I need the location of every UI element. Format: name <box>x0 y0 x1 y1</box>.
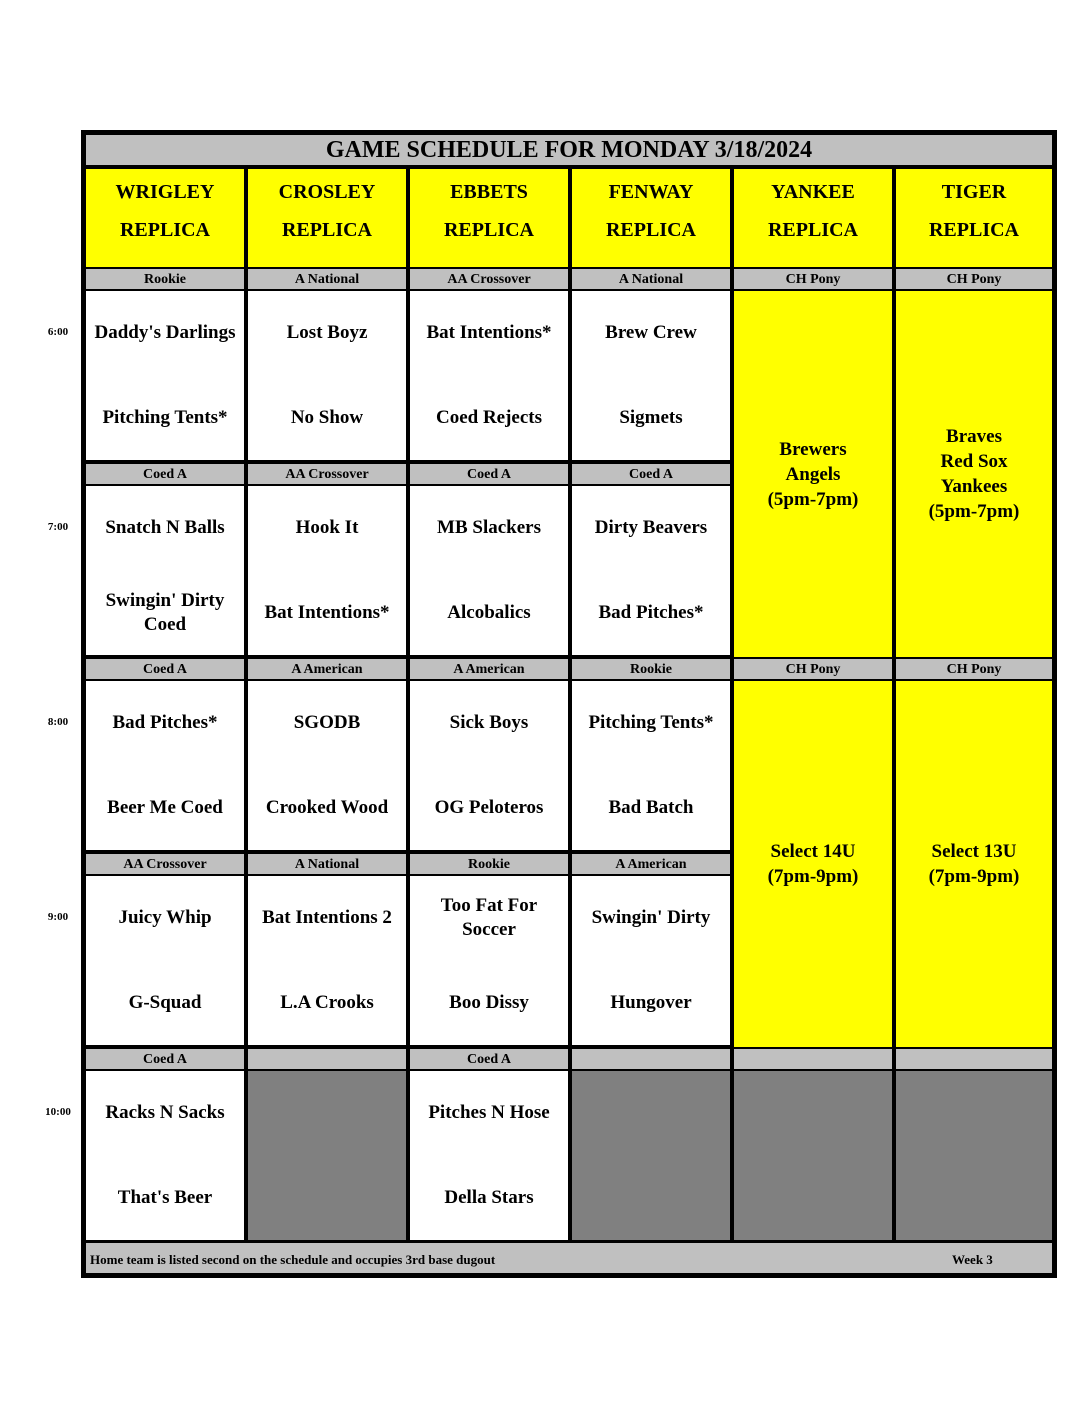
game-slot <box>84 874 246 1047</box>
block-line: Select 14U <box>770 841 856 862</box>
block-line: Brewers <box>779 438 847 460</box>
away-team: MB Slackers <box>437 517 541 538</box>
field-header-ebbets <box>408 167 570 269</box>
home-team: Bad Batch <box>608 797 694 818</box>
field-block-tiger-late <box>894 679 1054 1049</box>
home-team: Bat Intentions* <box>264 602 390 623</box>
field-name: YANKEE <box>771 181 855 203</box>
game-slot <box>246 484 408 657</box>
home-team: Bad Pitches* <box>598 602 704 623</box>
block-line: (5pm-7pm) <box>767 488 859 510</box>
footer-bar <box>84 1241 1054 1275</box>
away-team: Bad Pitches* <box>112 712 218 733</box>
home-team: Crooked Wood <box>265 797 389 818</box>
away-team: Lost Boyz <box>286 322 368 343</box>
time-label: 8:00 <box>47 716 69 728</box>
division-label: Coed A <box>408 1047 570 1073</box>
division-label: Coed A <box>84 657 246 683</box>
field-header-yankee <box>732 167 894 269</box>
home-team: Alcobalics <box>447 602 531 623</box>
division-label: AA Crossover <box>408 267 570 293</box>
game-slot <box>246 874 408 1047</box>
home-team: L.A Crooks <box>280 992 374 1013</box>
empty-slot <box>894 1069 1054 1242</box>
division-label: Rookie <box>408 852 570 878</box>
game-slot <box>246 289 408 462</box>
division-label: A American <box>246 657 408 683</box>
field-subtitle: REPLICA <box>281 219 372 241</box>
away-team: Pitching Tents* <box>588 712 714 733</box>
away-team: Sick Boys <box>449 712 529 733</box>
game-slot <box>570 289 732 462</box>
game-slot <box>84 1069 246 1242</box>
block-line: Select 13U <box>931 841 1017 862</box>
division-label: A American <box>408 657 570 683</box>
block-line: Angels <box>785 463 841 485</box>
division-label: Coed A <box>84 1047 246 1073</box>
division-label: A National <box>570 267 732 293</box>
time-label: 7:00 <box>47 521 69 533</box>
away-team: Hook It <box>295 517 359 538</box>
home-team: Hungover <box>610 992 692 1013</box>
game-slot <box>408 484 570 657</box>
field-subtitle: REPLICA <box>443 219 534 241</box>
field-name: FENWAY <box>608 181 694 203</box>
block-line: Red Sox <box>940 451 1008 472</box>
home-team: Sigmets <box>619 407 683 428</box>
division-label: Rookie <box>84 267 246 293</box>
away-team: Swingin' Dirty <box>591 907 711 928</box>
time-label: 10:00 <box>45 1106 71 1118</box>
game-slot <box>570 484 732 657</box>
game-slot <box>84 679 246 852</box>
away-team: Racks N Sacks <box>105 1102 225 1123</box>
field-header-crosley <box>246 167 408 269</box>
division-label: CH Pony <box>732 657 894 683</box>
field-name: EBBETS <box>450 181 528 203</box>
home-team: Swingin' Dirty Coed <box>105 590 225 635</box>
away-team: Too Fat For Soccer <box>440 895 538 940</box>
block-line: (5pm-7pm) <box>928 501 1020 522</box>
division-label: CH Pony <box>894 267 1054 293</box>
week-label: Week 3 <box>952 1252 993 1267</box>
division-label: CH Pony <box>732 267 894 293</box>
away-team: Bat Intentions* <box>426 322 552 343</box>
field-name: WRIGLEY <box>115 181 215 203</box>
away-team: Brew Crew <box>605 322 697 343</box>
game-slot <box>570 874 732 1047</box>
division-label: A National <box>246 852 408 878</box>
game-slot <box>84 484 246 657</box>
away-team: Daddy's Darlings <box>94 322 236 343</box>
field-block-yankee-late <box>732 679 894 1049</box>
home-team: No Show <box>290 407 364 428</box>
division-label: Rookie <box>570 657 732 683</box>
division-label: Coed A <box>408 462 570 488</box>
field-name: CROSLEY <box>278 181 376 203</box>
division-label: Coed A <box>570 462 732 488</box>
game-slot <box>570 679 732 852</box>
division-label: A National <box>246 267 408 293</box>
field-name: TIGER <box>941 181 1007 203</box>
division-label: AA Crossover <box>246 462 408 488</box>
field-subtitle: REPLICA <box>605 219 696 241</box>
home-team: G-Squad <box>128 992 202 1013</box>
empty-slot <box>570 1069 732 1242</box>
home-team: OG Peloteros <box>434 797 544 818</box>
game-slot <box>408 1069 570 1242</box>
field-header-tiger <box>894 167 1054 269</box>
field-subtitle: REPLICA <box>928 219 1019 241</box>
empty-slot <box>246 1069 408 1242</box>
division-label: AA Crossover <box>84 852 246 878</box>
away-team: Dirty Beavers <box>594 517 708 538</box>
block-line: (7pm-9pm) <box>767 866 859 887</box>
schedule-grid <box>81 130 1057 1278</box>
field-block-yankee-early <box>732 289 894 659</box>
time-label: 9:00 <box>47 911 69 923</box>
away-team: Snatch N Balls <box>105 517 225 538</box>
field-block-tiger-early <box>894 289 1054 659</box>
home-team: Della Stars <box>444 1187 534 1208</box>
division-label: CH Pony <box>894 657 1054 683</box>
block-line: (7pm-9pm) <box>928 866 1020 887</box>
game-slot <box>408 874 570 1047</box>
game-slot <box>408 289 570 462</box>
empty-slot <box>732 1069 894 1242</box>
home-team: Pitching Tents* <box>102 407 228 428</box>
block-line: Yankees <box>940 476 1008 497</box>
field-header-wrigley <box>84 167 246 269</box>
field-header-fenway <box>570 167 732 269</box>
away-team: Bat Intentions 2 <box>262 907 392 928</box>
away-team: Juicy Whip <box>118 907 212 928</box>
game-slot <box>246 679 408 852</box>
home-team: Boo Dissy <box>449 992 529 1013</box>
schedule-title: GAME SCHEDULE FOR MONDAY 3/18/2024 <box>84 133 1054 167</box>
home-team: Coed Rejects <box>435 407 543 428</box>
home-team: Beer Me Coed <box>107 797 223 818</box>
home-team: That's Beer <box>117 1187 213 1208</box>
away-team: SGODB <box>293 712 361 733</box>
division-label: A American <box>570 852 732 878</box>
field-subtitle: REPLICA <box>767 219 858 241</box>
time-label: 6:00 <box>47 326 69 338</box>
block-line: Braves <box>946 426 1002 447</box>
field-subtitle: REPLICA <box>119 219 210 241</box>
footer-note: Home team is listed second on the schedule and occupies 3rd base dugout <box>90 1252 496 1267</box>
away-team: Pitches N Hose <box>428 1102 550 1123</box>
division-label: Coed A <box>84 462 246 488</box>
game-slot <box>408 679 570 852</box>
game-slot <box>84 289 246 462</box>
